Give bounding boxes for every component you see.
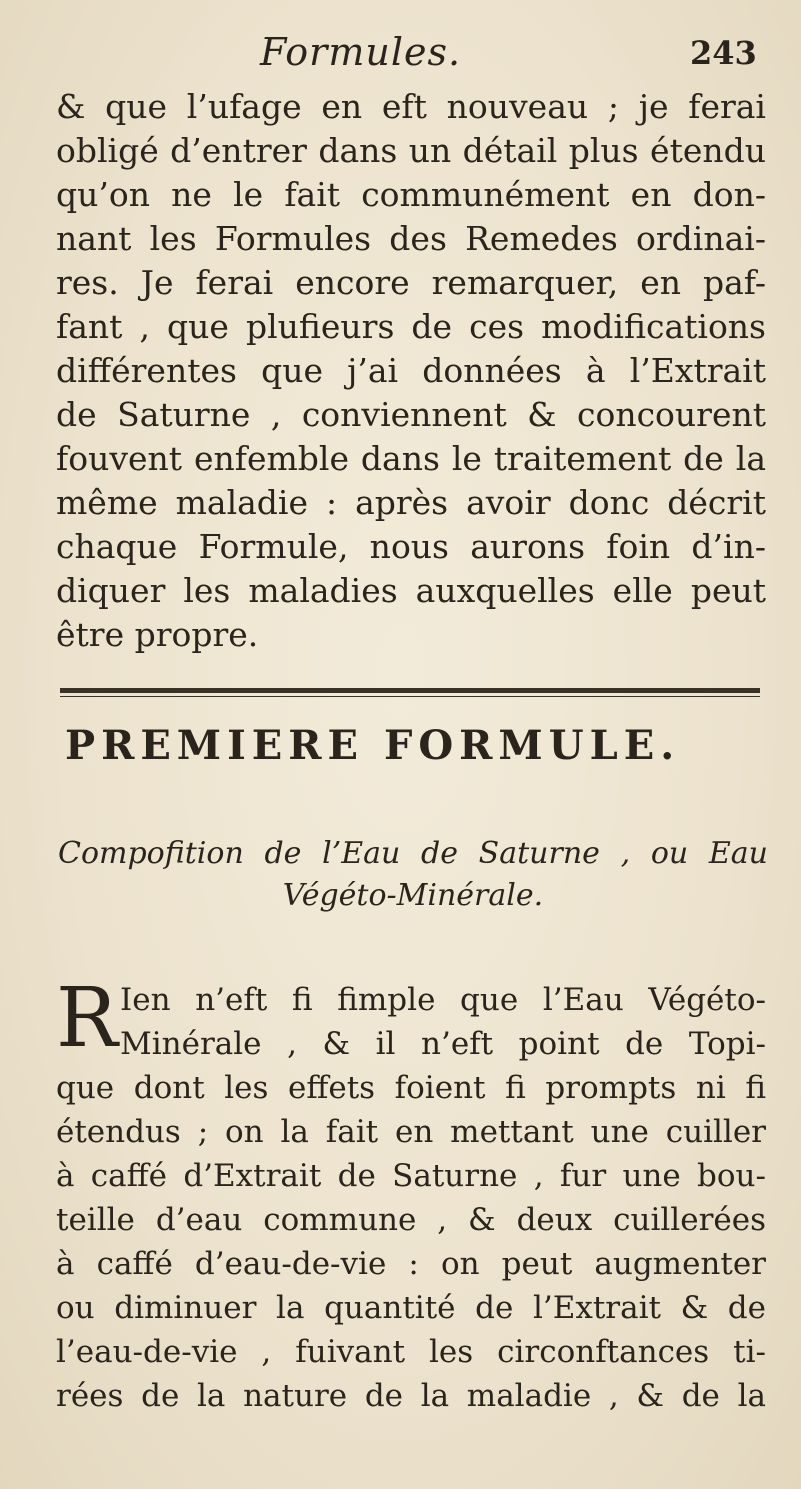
drop-cap: R [56, 971, 118, 1066]
text-line: à caffé d’Extrait de Saturne , fur une bou- [56, 1158, 766, 1194]
running-title: Formules. [260, 30, 462, 74]
divider-thin-line [60, 696, 760, 697]
subtitle-line: Compofition de l’Eau de Saturne , ou Eau [58, 836, 768, 871]
text-line: teille d’eau commune , & deux cuillerées [56, 1202, 766, 1238]
subtitle-line: Végéto-Minérale. [282, 878, 544, 913]
section-divider [60, 688, 760, 698]
text-line: ou diminuer la quantité de l’Extrait & de [56, 1290, 766, 1326]
text-line: diquer les maladies auxquelles elle peut [56, 571, 766, 610]
paragraph-1 [56, 85, 766, 657]
text-line: nant les Formules des Remedes ordinai- [56, 219, 766, 258]
text-line: que dont les effets foient fi prompts ni fi [56, 1070, 766, 1106]
text-line: Minérale , & il n’eft point de Topi- [120, 1026, 766, 1062]
text-line: res. Je ferai encore remarquer, en paf- [56, 263, 766, 302]
page-number: 243 [690, 34, 757, 72]
text-line: à caffé d’eau-de-vie : on peut augmenter [56, 1246, 766, 1282]
page-header [260, 30, 760, 90]
text-line: l’eau-de-vie , fuivant les circonftances ti- [56, 1334, 766, 1370]
section-subtitle [58, 833, 768, 917]
text-line: chaque Formule, nous aurons foin d’in- [56, 527, 766, 566]
text-line: être propre. [56, 615, 259, 654]
text-line: rées de la nature de la maladie , & de la [56, 1378, 766, 1414]
text-line: étendus ; on la fait en mettant une cuiller [56, 1114, 766, 1150]
text-line: même maladie : après avoir donc décrit [56, 483, 766, 522]
text-line: obligé d’entrer dans un détail plus étendu [56, 131, 766, 170]
text-line: fouvent enfemble dans le traitement de la [56, 439, 766, 478]
section-title: PREMIERE FORMULE. [65, 722, 681, 769]
divider-thick-line [60, 688, 760, 693]
text-line: différentes que j’ai données à l’Extrait [56, 351, 766, 390]
text-line: Ien n’eft fi fimple que l’Eau Végéto- [120, 982, 766, 1018]
text-line: & que l’ufage en eft nouveau ; je ferai [56, 87, 766, 126]
text-line: qu’on ne le fait communément en don- [56, 175, 766, 214]
paragraph-2 [56, 971, 766, 1418]
text-line: de Saturne , conviennent & concourent [56, 395, 766, 434]
text-line: fant , que plufieurs de ces modifications [56, 307, 766, 346]
